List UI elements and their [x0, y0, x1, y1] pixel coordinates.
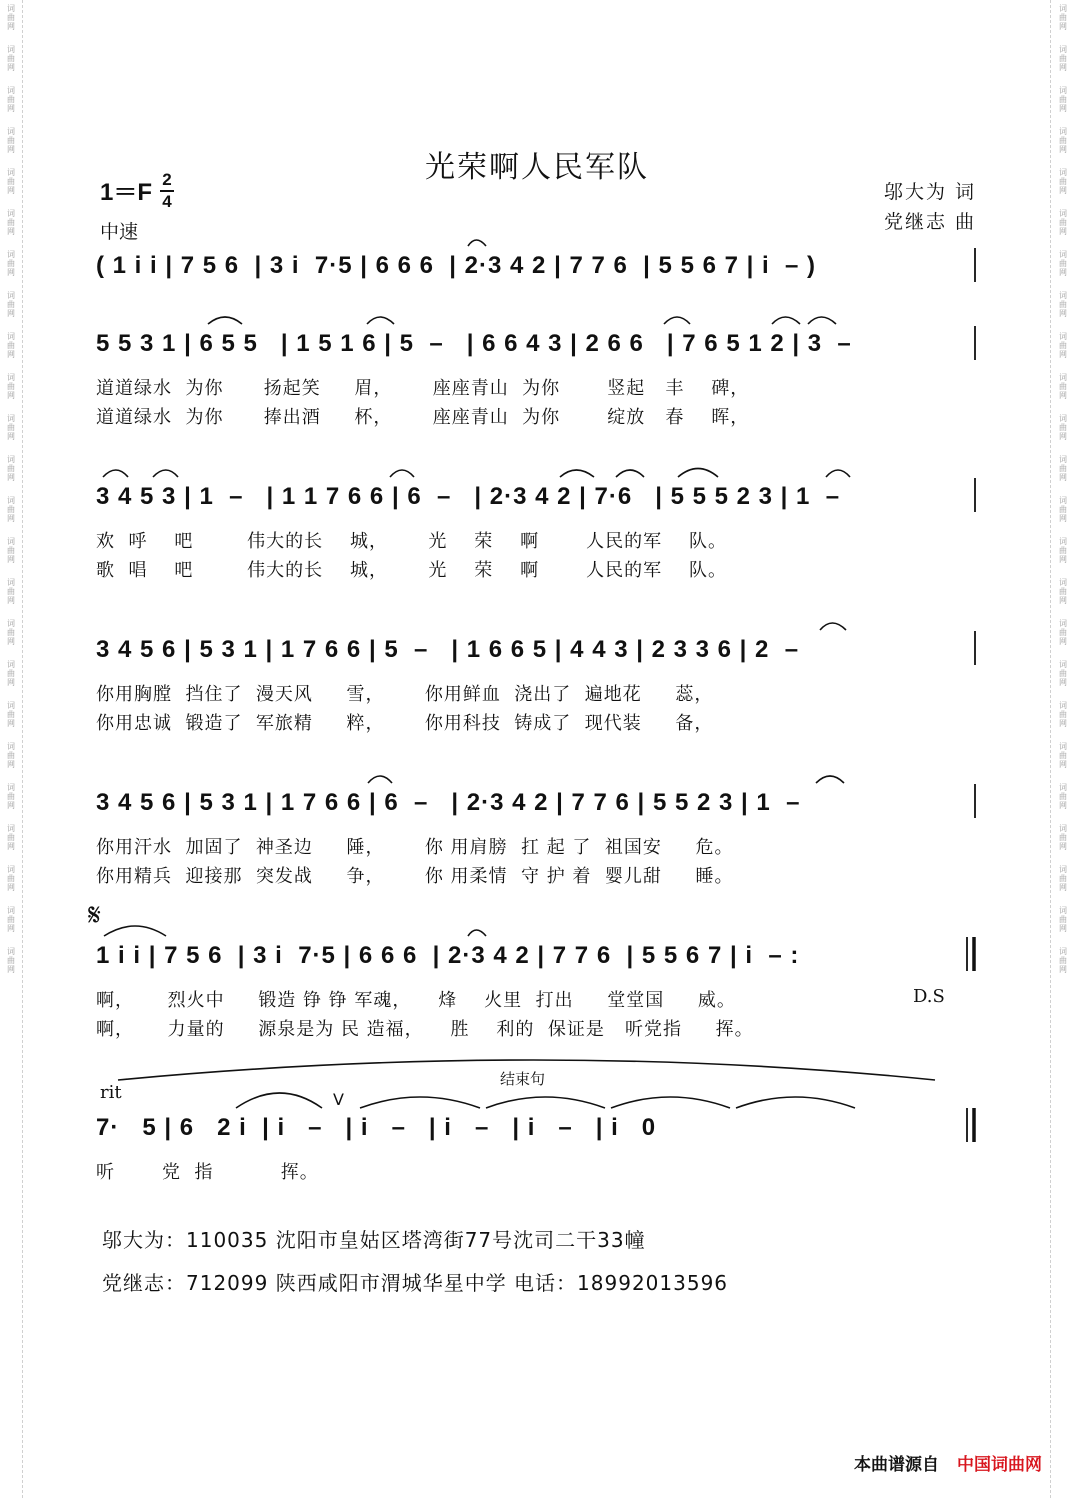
slur-mark — [616, 470, 644, 477]
lyricist-credit: 邬大为 词 — [883, 181, 976, 203]
row2-lyric-verse1: 欢 呼 吧 伟大的长 城， 光 荣 啊 人民的军 队。 — [96, 531, 728, 552]
watermark-text: 词曲网 — [1058, 783, 1068, 810]
watermark-text: 词曲网 — [1058, 4, 1068, 31]
watermark-text: 词曲网 — [1058, 701, 1068, 728]
slur-mark — [820, 623, 846, 630]
watermark-text: 词曲网 — [6, 127, 16, 154]
watermark-text: 词曲网 — [6, 209, 16, 236]
watermark-text: 词曲网 — [6, 332, 16, 359]
slur-mark — [678, 469, 718, 478]
ending-lyric: 听 党 指 挥。 — [96, 1162, 319, 1183]
tie-mark — [611, 1097, 730, 1108]
tie-mark — [736, 1097, 855, 1108]
slur-mark — [103, 470, 128, 477]
watermark-text: 词曲网 — [6, 373, 16, 400]
ending-bracket — [118, 1060, 935, 1080]
slur-mark — [772, 317, 800, 324]
row4-lyric-verse1: 你用汗水 加固了 神圣边 陲， 你 用肩膀 扛 起 了 祖国安 危。 — [96, 837, 734, 858]
time-signature-bottom: 4 — [162, 192, 172, 211]
watermark-text: 词曲网 — [6, 168, 16, 195]
watermark-text: 词曲网 — [6, 783, 16, 810]
dal-segno-mark: D.S — [913, 986, 945, 1007]
watermark-text: 词曲网 — [1058, 332, 1068, 359]
watermark-text: 词曲网 — [1058, 824, 1068, 851]
tie-mark — [468, 930, 486, 936]
watermark-text: 词曲网 — [1058, 578, 1068, 605]
watermark-text: 词曲网 — [1058, 86, 1068, 113]
row3-notes: 3 4 5 6 | 5 3 1 | 1 7 6 6 | 5 – | 1 6 6 5 | 4 4 3 | 2 3 3 6 | 2 – — [96, 636, 800, 663]
tie-mark — [468, 240, 486, 246]
watermark-text: 词曲网 — [6, 291, 16, 318]
watermark-text: 词曲网 — [6, 742, 16, 769]
row2-notes: 3 4 5 3 | 1 – | 1 1 7 6 6 | 6 – | 2·3 4 2 | 7·6 | 5 5 5 2 3 | 1 – — [96, 483, 841, 510]
slur-mark — [826, 470, 850, 477]
watermark-text: 词曲网 — [1058, 947, 1068, 974]
watermark-text: 词曲网 — [1058, 619, 1068, 646]
watermark-text: 词曲网 — [6, 824, 16, 851]
watermark-text: 词曲网 — [6, 619, 16, 646]
watermark-text: 词曲网 — [6, 45, 16, 72]
row4-notes: 3 4 5 6 | 5 3 1 | 1 7 6 6 | 6 – | 2·3 4 2 | 7 7 6 | 5 5 2 3 | 1 – — [96, 789, 801, 816]
slur-mark — [808, 317, 836, 324]
watermark-text: 词曲网 — [1058, 168, 1068, 195]
tempo-marking: 中速 — [100, 221, 139, 243]
composer-credit: 党继志 曲 — [883, 211, 976, 233]
watermark-text: 词曲网 — [6, 496, 16, 523]
song-title: 光荣啊人民军队 — [425, 150, 649, 185]
source-label: 本曲谱源自 — [854, 1455, 939, 1475]
watermark-text: 词曲网 — [1058, 373, 1068, 400]
watermark-text: 词曲网 — [1058, 537, 1068, 564]
watermark-text: 词曲网 — [6, 865, 16, 892]
watermark-text: 词曲网 — [6, 660, 16, 687]
watermark-text: 词曲网 — [6, 86, 16, 113]
ending-notes: 7· 5 | 6 2 i | i – | i – | i – | i – | i 0 — [96, 1114, 657, 1141]
ritardando-mark: rit — [100, 1082, 122, 1103]
watermark-text: 词曲网 — [1058, 660, 1068, 687]
composer-contact: 党继志：712099 陕西咸阳市渭城华星中学 电话：18992013596 — [102, 1271, 729, 1295]
slur-mark — [104, 926, 166, 936]
row5-lyric-verse2: 啊， 力量的 源泉是为 民 造福， 胜 利的 保证是 听党指 挥。 — [96, 1019, 754, 1040]
watermark-text: 词曲网 — [6, 250, 16, 277]
watermark-text: 词曲网 — [6, 537, 16, 564]
watermark-text: 词曲网 — [6, 455, 16, 482]
key-signature: 1＝F — [100, 179, 153, 206]
breath-mark: V — [333, 1090, 344, 1109]
slur-mark — [664, 317, 690, 324]
row1-lyric-verse2: 道道绿水 为你 捧出酒 杯， 座座青山 为你 绽放 春 晖， — [96, 407, 750, 428]
tie-mark — [360, 1097, 480, 1108]
slur-mark — [390, 470, 414, 477]
slur-mark — [208, 317, 242, 324]
watermark-text: 词曲网 — [6, 578, 16, 605]
time-signature-top: 2 — [162, 170, 172, 189]
row5-lyric-verse1: 啊， 烈火中 锻造 铮 铮 军魂， 烽 火里 打出 堂堂国 威。 — [96, 990, 736, 1011]
row4-lyric-verse2: 你用精兵 迎接那 突发战 争， 你 用柔情 守 护 着 婴儿甜 睡。 — [96, 866, 734, 887]
slur-mark — [368, 776, 392, 783]
row1-notes: 5 5 3 1 | 6 5 5 | 1 5 1 6 | 5 – | 6 6 4 3 | 2 6 6 | 7 6 5 1 2 | 3 – — [96, 330, 852, 357]
intro-notes: ( 1 i i | 7 5 6 | 3 i 7·5 | 6 6 6 | 2·3 4 2 | 7 7 6 | 5 5 6 7 | i – ) — [96, 252, 817, 279]
lyricist-contact: 邬大为：110035 沈阳市皇姑区塔湾街77号沈司二干33幢 — [102, 1228, 646, 1252]
watermark-text: 词曲网 — [1058, 127, 1068, 154]
watermark-text: 词曲网 — [1058, 455, 1068, 482]
ending-label: 结束句 — [500, 1070, 546, 1088]
watermark-text: 词曲网 — [1058, 865, 1068, 892]
row2-lyric-verse2: 歌 唱 吧 伟大的长 城， 光 荣 啊 人民的军 队。 — [96, 560, 728, 581]
source-footer — [854, 1450, 1042, 1475]
tie-mark — [486, 1097, 605, 1108]
watermark-text: 词曲网 — [1058, 742, 1068, 769]
watermark-text: 词曲网 — [6, 701, 16, 728]
watermark-text: 词曲网 — [6, 414, 16, 441]
watermark-text: 词曲网 — [1058, 45, 1068, 72]
watermark-text: 词曲网 — [6, 906, 16, 933]
slur-mark — [153, 470, 178, 477]
slur-mark — [816, 776, 844, 783]
watermark-text: 词曲网 — [1058, 250, 1068, 277]
watermark-text: 词曲网 — [1058, 291, 1068, 318]
watermark-text: 词曲网 — [6, 947, 16, 974]
slur-mark — [560, 470, 594, 477]
watermark-text: 词曲网 — [6, 4, 16, 31]
watermark-text: 词曲网 — [1058, 209, 1068, 236]
row3-lyric-verse1: 你用胸膛 挡住了 漫天风 雪， 你用鲜血 浇出了 遍地花 蕊， — [96, 684, 714, 705]
row5-notes: 1 i i | 7 5 6 | 3 i 7·5 | 6 6 6 | 2·3 4 2 | 7 7 6 | 5 5 6 7 | i – : — [96, 942, 800, 969]
slur-mark — [367, 317, 394, 324]
watermark-text: 词曲网 — [1058, 496, 1068, 523]
watermark-text: 词曲网 — [1058, 414, 1068, 441]
row3-lyric-verse2: 你用忠诚 锻造了 军旅精 粹， 你用科技 铸成了 现代装 备， — [96, 713, 714, 734]
segno-sign: 𝄋 — [88, 898, 101, 933]
watermark-text: 词曲网 — [1058, 906, 1068, 933]
source-site-link[interactable]: 中国词曲网 — [957, 1455, 1042, 1475]
row1-lyric-verse1: 道道绿水 为你 扬起笑 眉， 座座青山 为你 竖起 丰 碑， — [96, 378, 750, 399]
slur-mark — [236, 1093, 322, 1108]
